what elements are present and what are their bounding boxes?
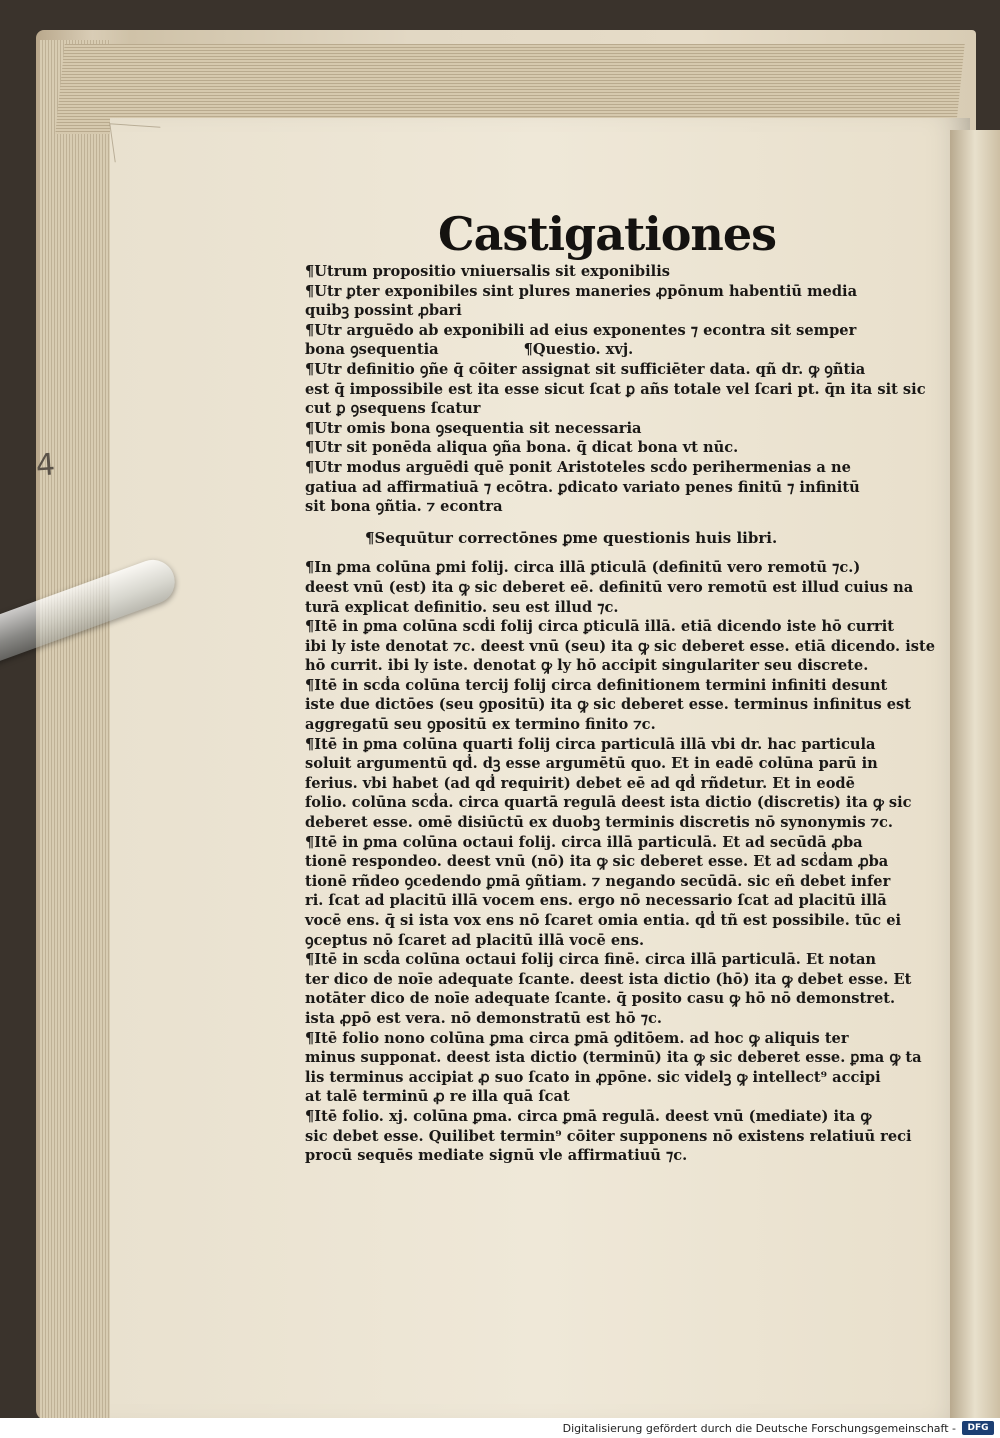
text-line: ter dico de noīe adequate ſcante. deest ista dictio (hō) ita ꝙ debet esse. Et	[305, 970, 912, 988]
page-heading: Castigationes	[438, 207, 777, 261]
text-line: at talē terminū ꝓ re illa quā ſcat	[305, 1088, 570, 1106]
text-line: soluit argumentū qḋ. dꝫ esse argumētū quo. Et in eadē colūna parū in	[305, 755, 878, 773]
text-line: ꝯceptus nō ſcaret ad placitū illā vocē ens.	[305, 931, 645, 949]
text-line: ¶Itē folio nono colūna ꝑma circa ꝑmā ꝯditōem. ad hoc ꝙ aliquis ter	[305, 1029, 849, 1047]
pencil-mark: 4	[34, 447, 57, 484]
text-line: ¶In ꝑma colūna ꝑmi folij. circa illā ꝑticulā (definitū vero remotū ⁊c.)	[305, 559, 861, 577]
dfg-logo: DFG	[962, 1421, 994, 1435]
text-line: ¶Utr sit ponēda aliqua ꝯña bona. q̄ dicat bona vt nūc.	[305, 439, 739, 457]
text-line: folio. colūna scḋa. circa quartā regulā deest ista dictio (discretis) ita ꝙ sic	[305, 794, 912, 812]
text-fragment: bona ꝯsequentia	[305, 341, 439, 359]
text-line: deest vnū (est) ita ꝙ sic deberet eē. definitū vero remotū est illud cuius na	[305, 578, 914, 596]
text-line: ¶Itē in scḋa colūna octaui folij circa finē. circa illā particulā. Et notan	[305, 951, 877, 969]
text-line: gatiua ad affirmatiuā ⁊ ecōtra. ꝑdicato variato penes finitū ⁊ infinitū	[305, 478, 860, 496]
footer-credit: Digitalisierung gefördert durch die Deutsche Forschungsgemeinschaft -	[562, 1422, 956, 1435]
text-line: ¶Utr modus arguēdi quē ponit Aristoteles scḋo perihermenias a ne	[305, 458, 851, 476]
text-line: procū sequēs mediate signū vle affirmatiuū ⁊c.	[305, 1147, 688, 1165]
text-line: ista ꝓpō est vera. nō demonstratū est hō ⁊c.	[305, 1009, 662, 1027]
text-line: vocē ens. q̄ si ista vox ens nō ſcaret omia entia. qḋ tñ est possibile. tūc ei	[305, 912, 902, 929]
text-line: iste due dictōes (seu ꝯpositū) ita ꝙ sic deberet esse. terminus infinitus est	[305, 696, 911, 714]
text-line: notāter dico de noīe adequate ſcante. q̄ posito casu ꝙ hō nō demonstret.	[305, 990, 896, 1008]
text-line: ¶Itē in ꝑma colūna quarti folij circa particulā illā vbi dr. hac particula	[305, 735, 876, 753]
page-corner	[109, 123, 165, 166]
text-line: quibꝫ possint ꝓbari	[305, 302, 462, 320]
text-line: ferius. vbi habet (ad qḋ requirit) debet eē ad qḋ rñdetur. Et in eodē	[305, 774, 855, 792]
text-line: ¶Utr arguēdo ab exponibili ad eius exponentes ⁊ econtra sit semper	[305, 321, 857, 339]
text-line: deberet esse. omē disiūctū ex duobꝫ terminis discretis nō synonymis ⁊c.	[305, 814, 893, 832]
text-line: ri. ſcat ad placitū illā vocem ens. ergo nō necessario ſcat ad placitū illā	[305, 892, 887, 910]
question-label: ¶Questio. xvj.	[523, 341, 634, 359]
text-line: tionē rñdeo ꝯcedendo ꝑmā ꝯñtiam. ⁊ negando secūdā. sic eñ debet infer	[305, 872, 891, 890]
text-line: cut ꝑ ꝯsequens ſcatur	[305, 400, 481, 418]
text-line: ibi ly iste denotat ⁊c. deest vnū (seu) ita ꝙ sic deberet esse. etiā dicendo. iste	[305, 637, 935, 655]
text-line: minus supponat. deest ista dictio (terminū) ita ꝙ sic deberet esse. ꝑma ꝙ ta	[305, 1049, 922, 1067]
text-line: sic debet esse. Quilibet termin⁹ cōiter supponens nō existens relatiuū reci	[305, 1127, 912, 1145]
text-line: aggregatū seu ꝯpositū ex termino finito ⁊c.	[305, 716, 656, 734]
text-line: turā explicat definitio. seu est illud ⁊c.	[305, 598, 619, 616]
text-line: lis terminus accipiat ꝓ suo ſcato in ꝓpōne. sic videlꝫ ꝙ intellect⁹ accipi	[305, 1068, 881, 1086]
text-line: ¶Itē folio. xj. colūna ꝑma. circa ꝑmā regulā. deest vnū (mediate) ita ꝙ	[305, 1107, 872, 1125]
text-block	[305, 262, 935, 1166]
text-line: ¶Utrum propositio vniuersalis sit exponibilis	[305, 263, 670, 280]
text-line: hō currit. ibi ly iste. denotat ꝙ ly hō accipit singulariter seu discrete.	[305, 657, 869, 675]
text-line: ¶Itē in ꝑma colūna scḋi folij circa ꝑticulā illā. etiā dicendo iste hō currit	[305, 618, 895, 636]
section-subheading: ¶Sequūtur correctōnes ꝑme questionis huis libri.	[365, 528, 778, 547]
text-line: ¶Utr definitio ꝯñe q̄ cōiter assignat sit sufficiēter data. qñ dr. ꝙ ꝯñtia	[305, 360, 866, 378]
text-line	[305, 340, 850, 360]
text-line: ¶Utr ꝑter exponibiles sint plures maneries ꝓpōnum habentiū media	[305, 282, 858, 300]
text-line: tionē respondeo. deest vnū (nō) ita ꝙ sic deberet esse. Et ad scḋam ꝓba	[305, 853, 889, 871]
page-stack-left	[40, 40, 110, 1420]
book-gutter	[950, 130, 1000, 1430]
text-line: est q̄ impossibile est ita esse sicut ſcat ꝑ añs totale vel ſcari pt. q̄n ita sit sic	[305, 380, 926, 398]
text-line: ¶Itē in scḋa colūna tercij folij circa definitionem termini infiniti desunt	[305, 676, 888, 694]
text-line: ¶Itē in ꝑma colūna octaui folij. circa illā particulā. Et ad secūdā ꝓba	[305, 833, 863, 851]
text-line: ¶Utr omis bona ꝯsequentia sit necessaria	[305, 419, 642, 437]
text-line: sit bona ꝯñtia. ⁊ econtra	[305, 498, 503, 516]
